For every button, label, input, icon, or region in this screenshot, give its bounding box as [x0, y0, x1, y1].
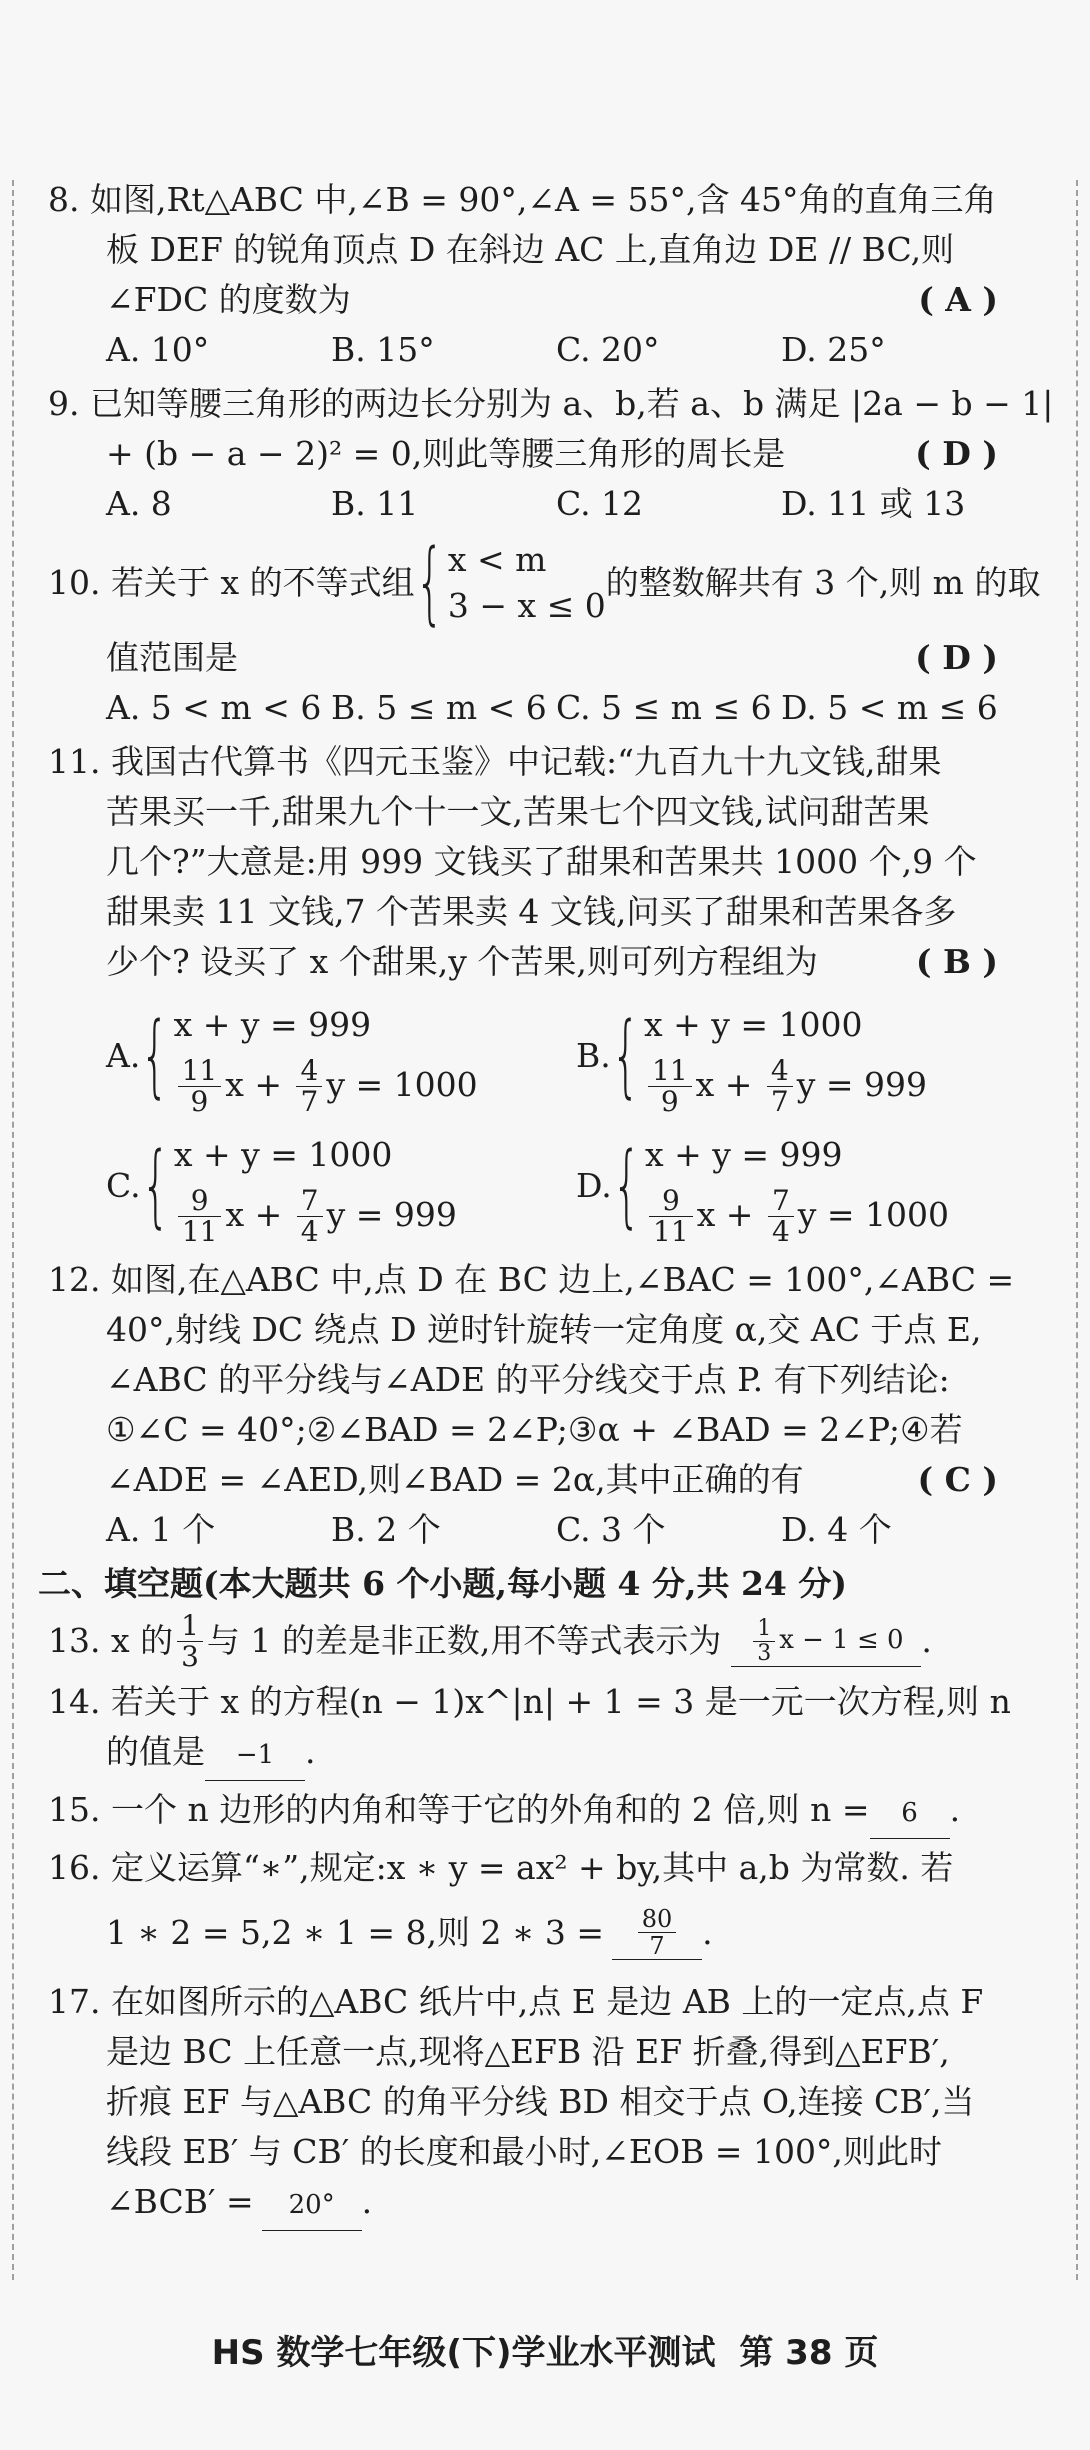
question-text: ∠ADE = ∠AED,则∠BAD = 2α,其中正确的有 [106, 1460, 804, 1499]
option-a: A. { x + y = 999 $\frac{11}{9}$ x + $\frac{4}{7}$ y = 1000 [106, 991, 576, 1121]
brace-symbol: { [140, 1003, 170, 1108]
page-footer [0, 2325, 1090, 2374]
fraction: $\frac{7}{4}$ [768, 1186, 794, 1247]
question-text: ∠ABC 的平分线与∠ADE 的平分线交于点 P. 有下列结论: [106, 1360, 950, 1399]
question-text: 定义运算“∗”,规定:x ∗ y = ax² + by,其中 a,b 为常数. 若 [110, 1848, 954, 1887]
question-text: 在如图所示的△ABC 纸片中,点 E 是边 AB 上的一定点,点 F [110, 1982, 984, 2021]
page-number: 第 38 页 [739, 2333, 879, 2373]
question-text: 少个? 设买了 x 个甜果,y 个苦果,则可列方程组为 [106, 942, 818, 981]
option-c: C. 12 [556, 484, 644, 523]
question-text: ①∠C = 40°;②∠BAD = 2∠P;③α + ∠BAD = 2∠P;④若 [106, 1410, 963, 1449]
option-d: D. 11 或 13 [781, 484, 966, 523]
fraction: $\frac{11}{9}$ [648, 1056, 692, 1117]
equation-1: x + y = 999 [645, 1134, 843, 1174]
option-c: C. 3 个 [556, 1510, 666, 1549]
option-a: A. 10° [106, 330, 210, 369]
question-number: 8. [48, 180, 80, 219]
option-label: A. [106, 1036, 141, 1075]
period: . [949, 1790, 961, 1829]
question-text: 的值是 [106, 1732, 205, 1771]
question-text: 板 DEF 的锐角顶点 D 在斜边 AC 上,直角边 DE // BC,则 [106, 230, 955, 269]
question-number: 14. [48, 1682, 101, 1721]
question-text: 线段 EB′ 与 CB′ 的长度和最小时,∠EOB = 100°,则此时 [106, 2132, 942, 2171]
question-number: 12. [48, 1260, 101, 1299]
question-number: 10. [48, 563, 101, 602]
question-11 [48, 737, 1008, 1251]
equation-1: x + y = 1000 [644, 1004, 863, 1044]
question-text: 若关于 x 的方程(n − 1)x^|n| + 1 = 3 是一元一次方程,则 n [110, 1682, 1011, 1721]
option-label: D. [576, 1166, 612, 1205]
option-label: B. [576, 1036, 611, 1075]
period: . [361, 2182, 373, 2221]
question-text: ∠FDC 的度数为 [106, 280, 351, 319]
question-text: 的整数解共有 3 个,则 m 的取 [605, 563, 1041, 602]
option-c: C. { x + y = 1000 $\frac{9}{11}$ x + $\frac{7}{4}$ y = 999 [106, 1121, 576, 1251]
answer-choice: ( B ) [915, 942, 998, 981]
question-text: + (b − a − 2)² = 0,则此等腰三角形的周长是 [106, 434, 786, 473]
answer-blank: 6 [870, 1788, 950, 1839]
answer-choice: ( D ) [915, 638, 998, 677]
question-15 [48, 1785, 1008, 1839]
question-text: ∠BCB′ = [106, 2182, 254, 2221]
option-b: B. { x + y = 1000 $\frac{11}{9}$ x + $\frac{4}{7}$ y = 999 [576, 991, 1046, 1121]
question-16 [48, 1843, 1008, 1973]
answer-choice: ( D ) [915, 434, 998, 473]
answer-choice: ( A ) [918, 280, 998, 319]
equation-2-tail: y = 1000 [797, 1194, 950, 1234]
question-9 [48, 379, 1054, 529]
answer-choice: ( C ) [917, 1460, 998, 1499]
question-text: 1 ∗ 2 = 5,2 ∗ 1 = 8,则 2 ∗ 3 = [106, 1913, 605, 1952]
options-row [48, 683, 1008, 733]
inequality-2: 3 − x ≤ 0 [447, 586, 606, 625]
brace-symbol: { [140, 1133, 170, 1238]
question-17 [48, 1977, 1008, 2231]
question-text: x 的 [110, 1621, 174, 1660]
question-text: 甜果卖 11 文钱,7 个苦果卖 4 文钱,问买了甜果和苦果各多 [106, 892, 957, 931]
question-text: 已知等腰三角形的两边长分别为 a、b,若 a、b 满足 |2a − b − 1| [90, 384, 1054, 423]
option-c: C. 5 ≤ m ≤ 6 [556, 688, 772, 727]
option-b: B. 15° [331, 330, 435, 369]
question-text: 若关于 x 的不等式组 [110, 563, 415, 602]
equation-2-tail: y = 999 [326, 1194, 457, 1234]
left-dashed-margin [12, 180, 14, 2280]
fraction: $\frac{1}{3}$ [177, 1611, 203, 1672]
period: . [921, 1621, 932, 1660]
equation-options [48, 991, 1008, 1251]
option-d: D. { x + y = 999 $\frac{9}{11}$ x + $\frac{7}{4}$ y = 1000 [576, 1121, 1046, 1251]
option-d: D. 4 个 [781, 1510, 892, 1549]
option-b: B. 11 [331, 484, 419, 523]
question-number: 11. [48, 742, 101, 781]
brace-symbol: { [612, 1133, 641, 1238]
question-number: 13. [48, 1621, 101, 1660]
question-text: 如图,在△ABC 中,点 D 在 BC 边上,∠BAC = 100°,∠ABC = [110, 1260, 1015, 1299]
option-d: D. 5 < m ≤ 6 [781, 688, 998, 727]
option-label: C. [106, 1166, 141, 1205]
inequality-1: x < m [447, 540, 547, 579]
option-a: A. 8 [106, 484, 172, 523]
question-text: 40°,射线 DC 绕点 D 逆时针旋转一定角度 α,交 AC 于点 E, [106, 1310, 982, 1349]
question-text: 我国古代算书《四元玉鉴》中记载:“九百九十九文钱,甜果 [110, 742, 942, 781]
question-text: 几个?”大意是:用 999 文钱买了甜果和苦果共 1000 个,9 个 [106, 842, 977, 881]
fraction: $\frac{11}{9}$ [178, 1056, 222, 1117]
question-14 [48, 1677, 1011, 1781]
question-10 [48, 530, 1041, 733]
fraction: $\frac{9}{11}$ [178, 1186, 222, 1247]
right-dashed-margin [1076, 180, 1078, 2280]
question-12 [48, 1255, 1015, 1555]
question-text: 一个 n 边形的内角和等于它的外角和的 2 倍,则 n = [110, 1790, 870, 1829]
options-row [48, 1505, 1008, 1555]
equation-2-tail: y = 1000 [326, 1064, 478, 1104]
option-d: D. 25° [781, 330, 886, 369]
question-13 [48, 1609, 1008, 1673]
equation-2-tail: y = 999 [796, 1064, 927, 1104]
question-text: 如图,Rt△ABC 中,∠B = 90°,∠A = 55°,含 45°角的直角三角 [90, 180, 997, 219]
questions-content [38, 175, 1054, 2235]
question-text: 值范围是 [106, 638, 238, 677]
answer-blank: $\frac{80}{7}$ [612, 1906, 702, 1960]
question-text: 折痕 EF 与△ABC 的角平分线 BD 相交于点 O,连接 CB′,当 [106, 2082, 975, 2121]
option-b: B. 2 个 [331, 1510, 441, 1549]
answer-blank: −1 [205, 1730, 305, 1781]
option-a: A. 1 个 [106, 1510, 216, 1549]
fraction: $\frac{7}{4}$ [297, 1186, 323, 1247]
brace-symbol: { [414, 530, 444, 635]
answer-blank: $\frac{1}{3}$ x − 1 ≤ 0 [731, 1615, 921, 1667]
question-8 [48, 175, 1008, 375]
option-a: A. 5 < m < 6 [106, 688, 322, 727]
question-text: 是边 BC 上任意一点,现将△EFB 沿 EF 折叠,得到△EFB′, [106, 2032, 950, 2071]
inequality-system [414, 530, 606, 635]
answer-blank: 20° [262, 2180, 362, 2231]
section-heading: 二、填空题(本大题共 6 个小题,每小题 4 分,共 24 分) [38, 1564, 847, 1603]
question-number: 15. [48, 1790, 101, 1829]
brace-symbol: { [611, 1003, 640, 1108]
question-text: 苦果买一千,甜果九个十一文,苦果七个四文钱,试问甜苦果 [106, 792, 930, 831]
equation-1: x + y = 1000 [173, 1134, 393, 1174]
options-row [48, 325, 1008, 375]
fraction: $\frac{4}{7}$ [296, 1056, 322, 1117]
period: . [702, 1913, 713, 1952]
option-c: C. 20° [556, 330, 660, 369]
option-b: B. 5 ≤ m < 6 [331, 688, 547, 727]
question-number: 9. [48, 384, 80, 423]
footer-title: HS 数学七年级(下)学业水平测试 [211, 2333, 716, 2373]
options-row [48, 479, 1008, 529]
question-text: 与 1 的差是非正数,用不等式表示为 [206, 1621, 722, 1660]
fraction: $\frac{4}{7}$ [767, 1056, 793, 1117]
fraction: $\frac{9}{11}$ [649, 1186, 693, 1247]
period: . [305, 1732, 316, 1771]
equation-1: x + y = 999 [173, 1004, 372, 1044]
question-number: 16. [48, 1848, 101, 1887]
question-number: 17. [48, 1982, 101, 2021]
